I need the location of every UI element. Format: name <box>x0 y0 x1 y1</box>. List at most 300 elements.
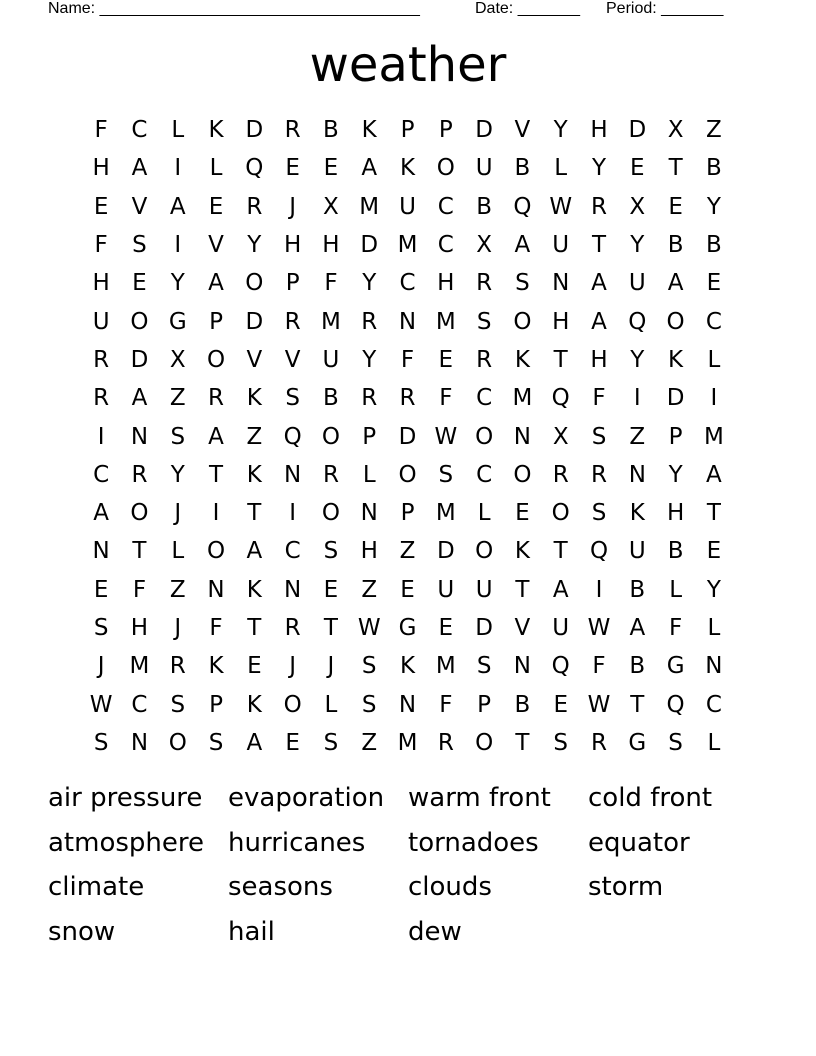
grid-letter: E <box>706 270 722 297</box>
grid-letter: T <box>668 155 683 182</box>
grid-letter: M <box>435 308 456 335</box>
grid-letter: A <box>706 461 722 488</box>
grid-letter: Y <box>668 461 683 488</box>
grid-letter: U <box>552 615 570 641</box>
grid-letter: E <box>208 193 224 220</box>
grid-letter: H <box>360 538 378 565</box>
grid-letter: S <box>553 729 569 756</box>
grid-letter: R <box>437 729 454 756</box>
grid-letter: O <box>130 500 149 527</box>
grid-letter: B <box>514 155 531 182</box>
grid-letter: O <box>130 308 149 335</box>
grid-letter: A <box>169 193 186 220</box>
worksheet-header <box>48 0 768 22</box>
grid-letter: D <box>475 117 493 144</box>
grid-letter: T <box>630 691 645 718</box>
grid-row <box>82 417 734 455</box>
grid-letter: A <box>93 500 110 527</box>
grid-letter: N <box>513 653 532 680</box>
grid-letter: S <box>361 691 377 718</box>
grid-letter: S <box>591 423 607 450</box>
grid-letter: V <box>514 615 531 641</box>
grid-letter: S <box>208 729 224 756</box>
grid-letter: V <box>131 193 148 220</box>
grid-letter: S <box>323 538 339 565</box>
grid-letter: H <box>437 270 455 297</box>
grid-letter: O <box>475 729 494 756</box>
grid-letter: S <box>515 270 530 297</box>
word-bank-item: dew <box>408 916 462 947</box>
grid-letter: V <box>208 232 224 259</box>
grid-letter: W <box>587 691 611 718</box>
grid-letter: R <box>284 117 301 144</box>
grid-letter: O <box>245 270 264 297</box>
grid-letter: J <box>289 193 297 220</box>
word-bank-item: air pressure <box>48 783 203 813</box>
grid-letter: O <box>475 538 494 565</box>
grid-letter: O <box>666 308 685 335</box>
grid-row <box>82 456 734 494</box>
grid-letter: L <box>707 729 721 756</box>
grid-letter: F <box>94 232 108 259</box>
grid-letter: Z <box>706 117 722 144</box>
grid-letter: K <box>361 117 377 144</box>
grid-letter: N <box>130 729 149 756</box>
grid-letter: D <box>475 615 493 641</box>
grid-row <box>82 111 734 149</box>
grid-letter: T <box>323 615 338 641</box>
grid-letter: H <box>590 117 608 144</box>
grid-letter: U <box>628 538 646 565</box>
grid-letter: N <box>130 423 149 450</box>
grid-letter: K <box>514 538 530 565</box>
grid-letter: K <box>399 155 416 182</box>
word-bank-row <box>48 776 768 821</box>
grid-letter: T <box>247 615 262 641</box>
grid-letter: E <box>553 691 568 718</box>
grid-letter: R <box>361 385 378 412</box>
word-search-grid <box>82 111 734 762</box>
grid-letter: N <box>552 270 570 297</box>
grid-letter: S <box>476 308 492 335</box>
grid-letter: O <box>513 308 532 335</box>
grid-letter: S <box>285 385 300 412</box>
grid-letter: J <box>97 653 105 680</box>
grid-letter: A <box>208 270 224 297</box>
grid-letter: R <box>476 346 493 373</box>
grid-row <box>82 188 734 226</box>
grid-letter: R <box>591 461 607 488</box>
grid-letter: H <box>666 500 685 527</box>
grid-row <box>82 724 734 762</box>
word-bank-row <box>48 821 768 866</box>
grid-letter: H <box>552 308 570 335</box>
grid-letter: C <box>131 117 148 144</box>
grid-letter: W <box>549 193 573 220</box>
grid-letter: R <box>591 193 607 220</box>
grid-letter: Q <box>666 691 685 718</box>
grid-letter: T <box>515 576 530 603</box>
grid-letter: E <box>323 576 339 603</box>
grid-letter: W <box>434 423 458 450</box>
grid-letter: E <box>438 346 454 373</box>
grid-letter: Y <box>591 155 607 182</box>
grid-letter: O <box>475 423 494 450</box>
grid-letter: I <box>289 500 297 527</box>
word-bank-item: equator <box>588 827 690 858</box>
grid-letter: I <box>595 576 603 603</box>
grid-letter: I <box>174 155 182 182</box>
grid-letter: Y <box>553 117 568 144</box>
grid-letter: G <box>628 729 647 756</box>
grid-letter: L <box>171 538 185 565</box>
grid-letter: E <box>93 576 109 603</box>
grid-letter: N <box>513 423 532 450</box>
grid-letter: L <box>707 615 721 641</box>
grid-letter: U <box>92 308 110 335</box>
grid-letter: K <box>514 346 530 373</box>
grid-letter: E <box>132 270 147 297</box>
grid-letter: E <box>323 155 339 182</box>
grid-letter: V <box>246 346 263 373</box>
grid-letter: T <box>209 461 224 488</box>
grid-letter: Q <box>245 155 264 182</box>
grid-letter: J <box>327 653 335 680</box>
grid-letter: C <box>476 385 493 412</box>
grid-letter: B <box>629 653 646 680</box>
grid-row <box>82 149 734 187</box>
grid-letter: Z <box>629 423 646 450</box>
grid-letter: D <box>436 538 455 565</box>
grid-row <box>82 226 734 264</box>
grid-letter: S <box>668 729 683 756</box>
name-field-label: Name: ____________________________________ <box>48 0 420 17</box>
grid-letter: A <box>591 270 607 297</box>
date-field-label: Date: _______ <box>475 0 580 17</box>
grid-letter: A <box>131 155 148 182</box>
word-bank-item: hurricanes <box>228 827 366 858</box>
grid-letter: P <box>400 500 415 527</box>
grid-letter: T <box>591 232 607 259</box>
page-title: weather <box>309 37 507 93</box>
grid-letter: U <box>475 155 493 182</box>
grid-letter: S <box>93 615 109 641</box>
grid-letter: U <box>475 576 493 603</box>
grid-letter: R <box>284 308 301 335</box>
grid-letter: R <box>476 270 493 297</box>
grid-letter: A <box>667 270 684 297</box>
grid-row <box>82 571 734 609</box>
grid-letter: N <box>284 576 302 603</box>
grid-letter: R <box>169 653 186 680</box>
grid-letter: F <box>209 615 223 641</box>
grid-letter: G <box>398 615 417 641</box>
grid-letter: G <box>168 308 187 335</box>
grid-letter: P <box>209 691 223 718</box>
grid-letter: X <box>667 117 684 144</box>
grid-letter: S <box>323 729 339 756</box>
grid-letter: R <box>93 346 110 373</box>
grid-letter: E <box>668 193 683 220</box>
grid-letter: C <box>476 461 493 488</box>
grid-letter: E <box>247 653 262 680</box>
grid-letter: P <box>362 423 377 450</box>
grid-letter: Y <box>362 346 377 373</box>
grid-letter: V <box>284 346 301 373</box>
word-bank-item: storm <box>588 872 664 902</box>
grid-letter: K <box>208 117 224 144</box>
grid-letter: H <box>590 346 608 373</box>
grid-letter: G <box>666 653 685 680</box>
grid-letter: Y <box>630 232 645 259</box>
grid-letter: M <box>321 308 341 335</box>
grid-letter: K <box>246 461 262 488</box>
word-bank-item: climate <box>48 872 145 902</box>
grid-letter: K <box>399 653 416 680</box>
word-bank-item: atmosphere <box>48 827 204 858</box>
grid-letter: L <box>362 461 376 488</box>
grid-letter: S <box>361 653 377 680</box>
grid-letter: K <box>246 576 262 603</box>
grid-row <box>82 685 734 723</box>
grid-letter: D <box>245 308 264 335</box>
grid-letter: N <box>398 308 417 335</box>
grid-letter: U <box>322 346 340 373</box>
grid-letter: T <box>553 538 568 565</box>
grid-letter: H <box>322 232 340 259</box>
grid-letter: L <box>669 576 683 603</box>
grid-letter: B <box>667 232 684 259</box>
grid-letter: C <box>284 538 301 565</box>
grid-letter: Z <box>169 385 186 412</box>
grid-letter: Z <box>361 576 378 603</box>
grid-letter: D <box>666 385 685 412</box>
grid-letter: E <box>93 193 109 220</box>
grid-letter: F <box>668 615 683 641</box>
grid-letter: N <box>360 500 378 527</box>
grid-letter: B <box>514 691 531 718</box>
grid-letter: S <box>170 423 186 450</box>
grid-letter: H <box>283 232 302 259</box>
grid-letter: F <box>439 691 453 718</box>
grid-letter: I <box>633 385 641 412</box>
grid-letter: U <box>399 193 416 220</box>
grid-letter: L <box>209 155 223 182</box>
grid-letter: D <box>360 232 379 259</box>
word-bank-row <box>48 865 768 910</box>
grid-letter: S <box>170 691 186 718</box>
grid-letter: A <box>246 538 263 565</box>
grid-letter: A <box>591 308 607 335</box>
grid-letter: D <box>245 117 264 144</box>
grid-letter: M <box>359 193 380 220</box>
grid-letter: P <box>400 117 415 144</box>
word-bank-item: hail <box>228 916 275 947</box>
grid-row <box>82 264 734 302</box>
word-bank <box>48 776 768 954</box>
grid-letter: M <box>512 385 533 412</box>
grid-letter: T <box>553 346 568 373</box>
grid-letter: R <box>208 385 225 412</box>
grid-letter: L <box>707 346 721 373</box>
grid-letter: S <box>438 461 454 488</box>
grid-letter: A <box>514 232 531 259</box>
grid-letter: L <box>324 691 338 718</box>
grid-letter: R <box>591 729 607 756</box>
grid-letter: W <box>587 615 611 641</box>
grid-letter: O <box>206 538 226 565</box>
grid-letter: T <box>132 538 147 565</box>
grid-letter: F <box>592 653 606 680</box>
grid-letter: J <box>174 615 182 641</box>
grid-letter: L <box>554 155 568 182</box>
grid-letter: W <box>357 615 381 641</box>
grid-letter: C <box>437 193 454 220</box>
grid-letter: Y <box>630 346 645 373</box>
grid-letter: M <box>703 423 724 450</box>
grid-letter: E <box>438 615 454 641</box>
grid-letter: E <box>630 155 645 182</box>
grid-row <box>82 379 734 417</box>
grid-letter: L <box>171 117 185 144</box>
word-bank-item: snow <box>48 916 116 947</box>
grid-letter: E <box>285 729 300 756</box>
grid-letter: N <box>628 461 646 488</box>
word-bank-item: cold front <box>588 783 713 813</box>
grid-letter: K <box>208 653 224 680</box>
grid-letter: X <box>629 193 646 220</box>
grid-letter: H <box>130 615 149 641</box>
grid-letter: A <box>361 155 378 182</box>
grid-letter: C <box>705 691 722 718</box>
grid-letter: D <box>130 346 149 373</box>
grid-letter: C <box>93 461 110 488</box>
grid-letter: Y <box>706 193 721 220</box>
grid-letter: Z <box>246 423 263 450</box>
grid-letter: N <box>284 461 302 488</box>
grid-letter: X <box>552 423 569 450</box>
grid-letter: B <box>323 117 339 144</box>
grid-letter: P <box>477 691 492 718</box>
grid-letter: T <box>706 500 721 527</box>
grid-letter: Q <box>551 653 570 680</box>
grid-letter: X <box>476 232 492 259</box>
grid-letter: E <box>706 538 722 565</box>
grid-row <box>82 609 734 647</box>
grid-letter: M <box>397 232 418 259</box>
grid-letter: B <box>667 538 684 565</box>
grid-letter: Y <box>170 461 185 488</box>
grid-letter: V <box>514 117 531 144</box>
grid-row <box>82 532 734 570</box>
grid-letter: B <box>706 232 722 259</box>
grid-letter: H <box>92 270 110 297</box>
grid-letter: P <box>285 270 300 297</box>
grid-letter: B <box>323 385 339 412</box>
grid-letter: R <box>131 461 148 488</box>
grid-letter: F <box>132 576 147 603</box>
grid-letter: S <box>591 500 607 527</box>
grid-letter: O <box>168 729 187 756</box>
grid-letter: E <box>515 500 530 527</box>
grid-letter: A <box>208 423 224 450</box>
grid-letter: R <box>361 308 378 335</box>
period-field-label: Period: _______ <box>606 0 724 17</box>
grid-letter: Z <box>399 538 416 565</box>
grid-letter: B <box>476 193 492 220</box>
grid-letter: X <box>323 193 339 220</box>
grid-letter: Q <box>283 423 302 450</box>
grid-row <box>82 341 734 379</box>
grid-letter: K <box>629 500 645 527</box>
grid-letter: O <box>513 461 532 488</box>
grid-letter: K <box>668 346 684 373</box>
grid-letter: M <box>435 653 456 680</box>
grid-letter: K <box>246 385 262 412</box>
grid-letter: X <box>169 346 186 373</box>
grid-letter: K <box>246 691 262 718</box>
grid-letter: E <box>400 576 415 603</box>
grid-letter: Z <box>361 729 378 756</box>
grid-letter: A <box>629 615 646 641</box>
grid-letter: W <box>89 691 113 718</box>
grid-letter: J <box>289 653 297 680</box>
grid-letter: J <box>174 500 182 527</box>
grid-row <box>82 647 734 685</box>
grid-letter: E <box>285 155 300 182</box>
grid-row <box>82 494 734 532</box>
word-bank-item: evaporation <box>228 783 385 813</box>
grid-letter: U <box>552 232 570 259</box>
grid-letter: N <box>398 691 417 718</box>
grid-letter: N <box>92 538 110 565</box>
grid-letter: R <box>552 461 569 488</box>
grid-letter: I <box>710 385 718 412</box>
grid-letter: C <box>131 691 148 718</box>
grid-letter: Z <box>169 576 186 603</box>
word-bank-item: clouds <box>408 872 492 902</box>
grid-letter: L <box>477 500 491 527</box>
grid-letter: O <box>551 500 570 527</box>
grid-letter: P <box>209 308 223 335</box>
grid-letter: F <box>592 385 606 412</box>
grid-letter: C <box>399 270 416 297</box>
grid-letter: Q <box>628 308 647 335</box>
grid-letter: N <box>705 653 723 680</box>
grid-letter: I <box>212 500 220 527</box>
word-bank-item: warm front <box>408 783 551 813</box>
grid-letter: F <box>324 270 338 297</box>
grid-letter: M <box>397 729 418 756</box>
grid-letter: O <box>321 500 340 527</box>
grid-letter: D <box>628 117 647 144</box>
grid-letter: F <box>439 385 453 412</box>
grid-letter: Y <box>706 576 721 603</box>
grid-letter: A <box>131 385 148 412</box>
grid-letter: S <box>93 729 109 756</box>
grid-letter: A <box>552 576 569 603</box>
grid-letter: Q <box>551 385 570 412</box>
grid-letter: F <box>400 346 415 373</box>
grid-letter: B <box>706 155 722 182</box>
grid-letter: R <box>93 385 110 412</box>
grid-letter: U <box>437 576 455 603</box>
grid-letter: Q <box>513 193 532 220</box>
grid-letter: C <box>705 308 722 335</box>
grid-letter: Q <box>589 538 609 565</box>
grid-letter: P <box>438 117 453 144</box>
grid-letter: A <box>246 729 263 756</box>
